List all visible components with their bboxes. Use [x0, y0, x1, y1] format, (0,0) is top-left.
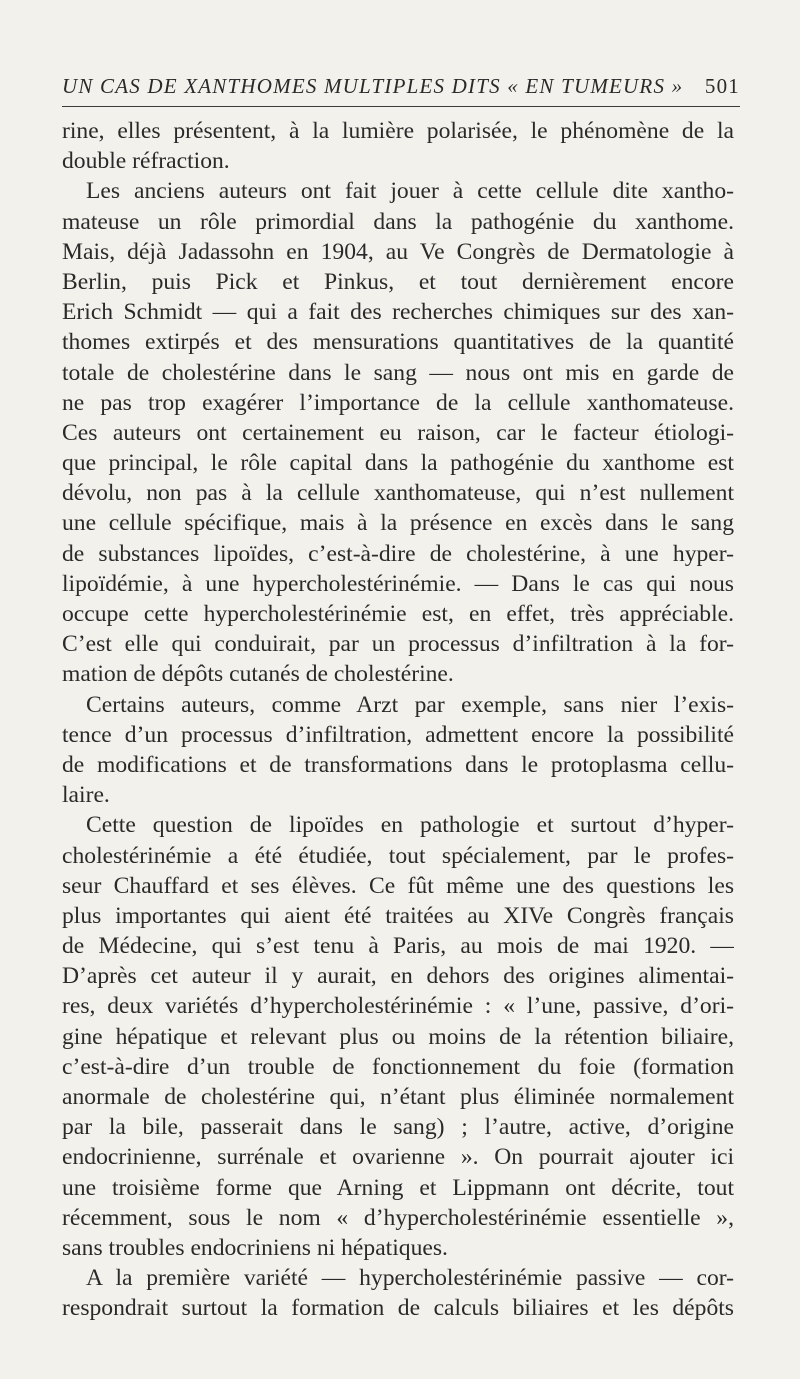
text-line: D’après cet auteur il y aurait, en dehors des origines alimentai- — [62, 963, 734, 990]
text-line: sans troubles endocriniens ni hépatiques. — [62, 1234, 448, 1261]
text-line: de substances lipoïdes, c’est-à-dire de cholestérine, à une hyper- — [62, 540, 734, 567]
text-line: lipoïdémie, à une hypercholestérinémie. — Dans le cas qui nous — [62, 570, 734, 597]
text-line: tence d’un processus d’infiltration, admettent encore la possibilité — [62, 721, 734, 748]
text-line: double réfraction. — [62, 148, 230, 175]
text-line: Certains auteurs, comme Arzt par exemple, sans nier l’exis- — [86, 691, 734, 718]
text-line: thomes extirpés et des mensurations quantitatives de la quantité — [62, 329, 734, 356]
running-head — [62, 74, 740, 104]
text-line: rine, elles présentent, à la lumière polarisée, le phénomène de la — [62, 118, 734, 144]
text-line: récemment, sous le nom « d’hypercholestérinémie essentielle », — [62, 1204, 734, 1231]
text-line: anormale de cholestérine qui, n’étant plus éliminée normalement — [62, 1084, 734, 1110]
text-line: de Médecine, qui s’est tenu à Paris, au mois de mai 1920. — — [62, 933, 734, 960]
text-line: plus importantes qui aient été traitées au XIVe Congrès français — [62, 902, 734, 929]
text-line: totale de cholestérine dans le sang — nous ont mis en garde de — [62, 359, 734, 386]
text-line: occupe cette hypercholestérinémie est, en effet, très appréciable. — [62, 601, 734, 627]
text-line: C’est elle qui conduirait, par un processus d’infiltration à la for- — [62, 631, 734, 658]
text-line: Mais, déjà Jadassohn en 1904, au Ve Congrès de Dermatologie à — [62, 238, 734, 265]
header-rule — [62, 106, 740, 107]
text-line: endocrinienne, surrénale et ovarienne ». On pourrait ajouter ici — [62, 1144, 734, 1171]
text-line: laire. — [62, 782, 110, 809]
text-line: gine hépatique et relevant plus ou moins de la rétention biliaire, — [62, 1023, 734, 1050]
text-line: mateuse un rôle primordial dans la pathogénie du xanthome. — [62, 208, 734, 235]
text-line: Ces auteurs ont certainement eu raison, car le facteur étiologi- — [62, 419, 734, 446]
text-line: une cellule spécifique, mais à la présence en excès dans le sang — [62, 510, 734, 537]
text-line: ne pas trop exagérer l’importance de la cellule xanthomateuse. — [62, 389, 734, 416]
page-number: 501 — [704, 74, 740, 98]
text-line: Les anciens auteurs ont fait jouer à cette cellule dite xantho- — [86, 178, 734, 205]
body-text — [62, 116, 734, 1324]
text-line: c’est-à-dire d’un trouble de fonctionnement du foie (formation — [62, 1053, 734, 1080]
text-line: res, deux variétés d’hypercholestérinémie : « l’une, passive, d’ori- — [62, 993, 734, 1020]
text-line: Erich Schmidt — qui a fait des recherches chimiques sur des xan- — [62, 299, 734, 326]
text-line: dévolu, non pas à la cellule xanthomateuse, qui n’est nullement — [62, 480, 734, 507]
text-line: de modifications et de transformations dans le protoplasma cellu- — [62, 751, 734, 778]
text-line: seur Chauffard et ses élèves. Ce fût même une des questions les — [62, 872, 734, 899]
text-line: respondrait surtout la formation de calculs biliaires et les dépôts — [62, 1295, 734, 1322]
text-line: que principal, le rôle capital dans la pathogénie du xanthome est — [62, 450, 734, 477]
text-line: cholestérinémie a été étudiée, tout spécialement, par le profes- — [62, 842, 734, 869]
text-line: Cette question de lipoïdes en pathologie et surtout d’hyper- — [86, 812, 734, 839]
text-line: mation de dépôts cutanés de cholestérine. — [62, 661, 454, 688]
text-line: Berlin, puis Pick et Pinkus, et tout dernièrement encore — [62, 268, 734, 295]
text-line: A la première variété — hypercholestérinémie passive — cor- — [86, 1265, 734, 1292]
text-line: par la bile, passerait dans le sang) ; l’autre, active, d’origine — [62, 1114, 734, 1141]
running-head-title: UN CAS DE XANTHOMES MULTIPLES DITS « EN TUMEURS » — [62, 74, 684, 98]
text-line: une troisième forme que Arning et Lippmann ont décrite, tout — [62, 1174, 734, 1201]
